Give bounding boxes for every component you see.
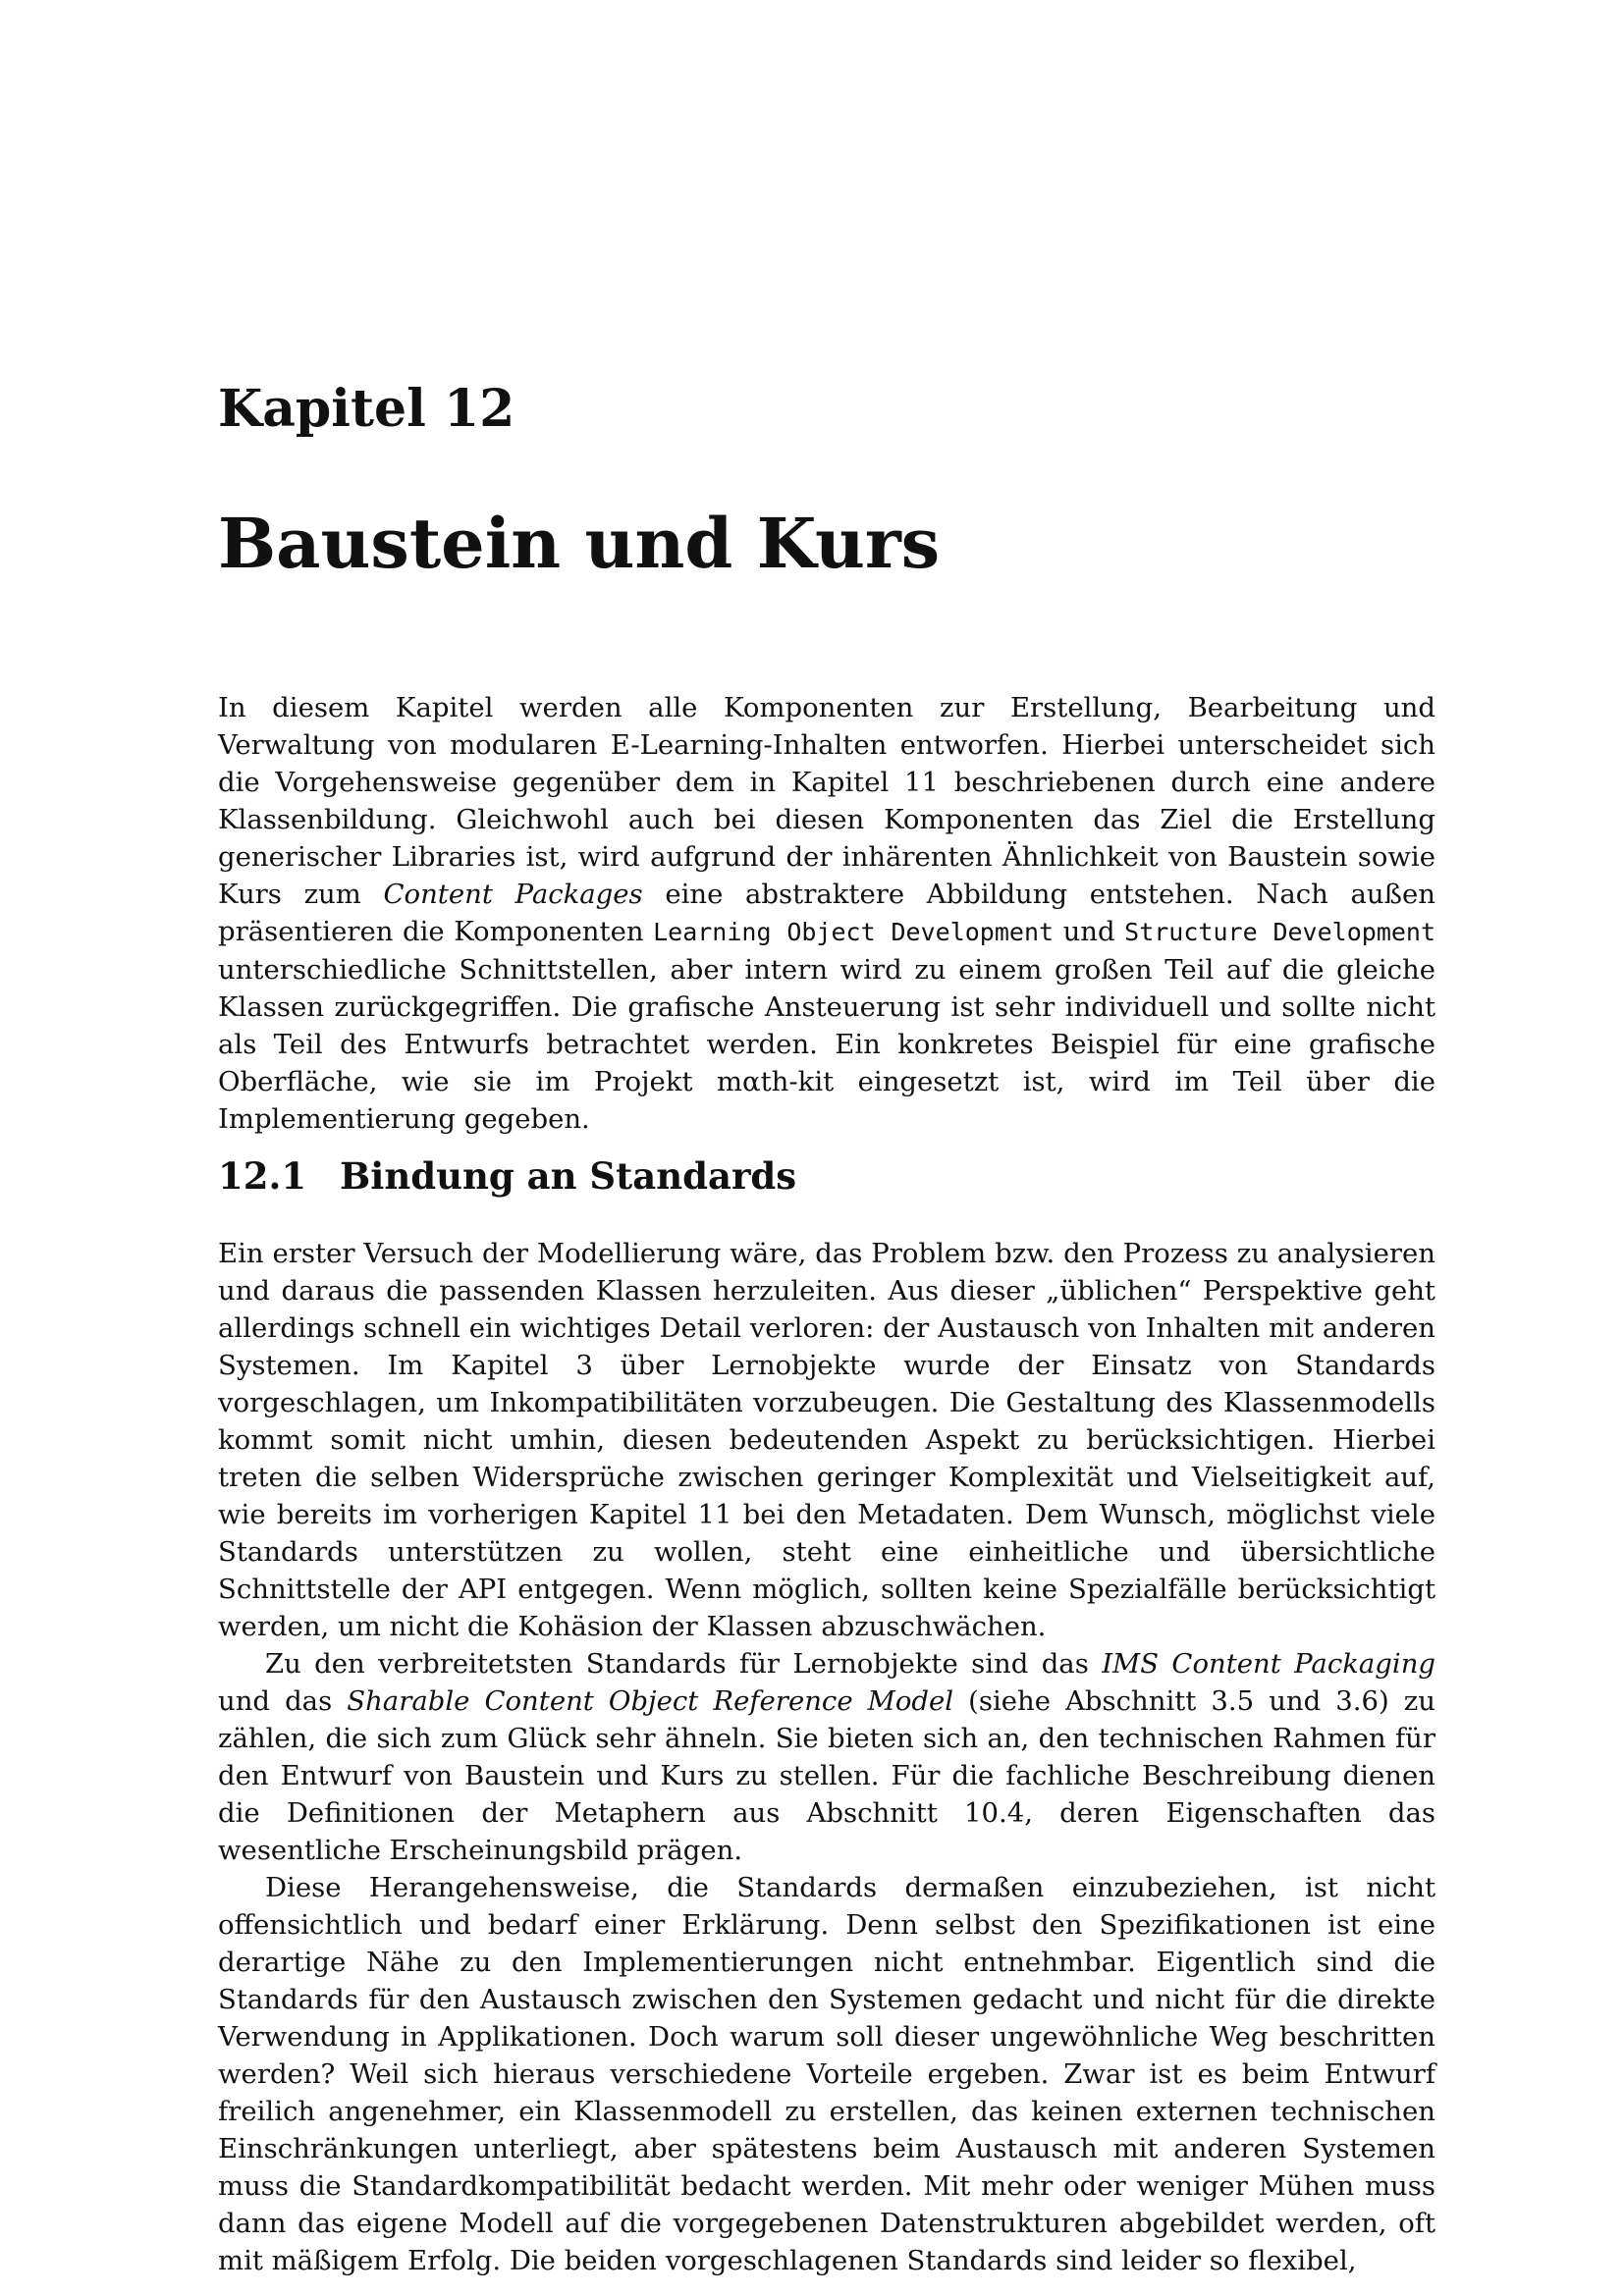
term-ims-content-packaging: IMS Content Packaging — [1102, 1648, 1436, 1680]
section-body — [218, 1235, 1435, 2279]
section-number: 12.1 — [218, 1154, 307, 1198]
chapter-label: Kapitel 12 — [218, 379, 515, 439]
intro-text: eine abstraktere Abbildung entstehen. Nach außen präsentieren die Komponenten — [218, 879, 1435, 947]
term-scorm: Sharable Content Object Reference Model — [347, 1685, 954, 1717]
paragraph-text: (siehe Abschnitt 3.5 und 3.6) zu zählen, die sich zum Glück sehr ähneln. Sie bieten sich an, den technischen Rahmen für den Entwurf von Baustein und Kurs zu stellen. Für die fachliche Beschreibung dienen die Definitionen der Metaphern aus Abschnitt 10.4, deren Eigenschaften das wesentliche Erscheinungsbild prägen. — [218, 1685, 1435, 1866]
intro-text: In diesem Kapitel werden alle Komponenten zur Erstellung, Bearbeitung und Verwaltung von modularen E-Learning-Inhalten entworfen. Hierbei unterscheidet sich die Vorgehensweise gegenüber dem in Kapitel 11 beschriebenen durch eine andere Klassenbildung. Gleichwohl auch bei diesen Komponenten das Ziel die Erstellung generischer Libraries ist, wird aufgrund der inhärenten Ähnlichkeit von Baustein sowie Kurs zum — [218, 692, 1435, 910]
section-paragraph-2 — [218, 1645, 1435, 1869]
code-structure-development: Structure Development — [1124, 918, 1436, 946]
code-learning-object-development: Learning Object Development — [653, 918, 1055, 946]
intro-text: und — [1054, 916, 1125, 947]
term-content-packages: Content Packages — [383, 879, 643, 910]
intro-text: unterschiedliche Schnittstellen, aber intern wird zu einem großen Teil auf die gleiche Klassen zurückgegriffen. Die grafische Ansteuerung ist sehr individuell und sollte nicht als Teil des Entwurfs betrachtet werden. Ein konkretes Beispiel für eine grafische Oberfläche, wie sie im Projekt mαth-kit eingesetzt ist, wird im Teil über die Implementierung gegeben. — [218, 954, 1435, 1135]
paragraph-text: und das — [218, 1685, 348, 1717]
section-paragraph-3: Diese Herangehensweise, die Standards dermaßen einzubeziehen, ist nicht offensichtlich und bedarf einer Erklärung. Denn selbst den Spezifikationen ist eine derartige Nähe zu den Implementierungen nicht entnehmbar. Eigentlich sind die Standards für den Austausch zwischen den Systemen gedacht und nicht für die direkte Verwendung in Applikationen. Doch warum soll dieser ungewöhnliche Weg beschritten werden? Weil sich hieraus verschiedene Vorteile ergeben. Zwar ist es beim Entwurf freilich angenehmer, ein Klassenmodell zu erstellen, das keinen externen technischen Einschränkungen unterliegt, aber spätestens beim Austausch mit anderen Systemen muss die Standardkompatibilität bedacht werden. Mit mehr oder weniger Mühen muss dann das eigene Modell auf die vorgegebenen Datenstrukturen abgebildet werden, oft mit mäßigem Erfolg. Die beiden vorgeschlagenen Standards sind leider so flexibel, — [218, 1872, 1435, 2276]
section-heading — [218, 1156, 1435, 1197]
intro-paragraph — [218, 689, 1435, 1138]
section-paragraph-1: Ein erster Versuch der Modellierung wäre, das Problem bzw. den Prozess zu analysieren und daraus die passenden Klassen herzuleiten. Aus dieser „üblichen“ Perspektive geht allerdings schnell ein wichtiges Detail verloren: der Austausch von Inhalten mit anderen Systemen. Im Kapitel 3 über Lernobjekte wurde der Einsatz von Standards vorgeschlagen, um Inkompatibilitäten vorzubeugen. Die Gestaltung des Klassenmodells kommt somit nicht umhin, diesen bedeutenden Aspekt zu berücksichtigen. Hierbei treten die selben Widersprüche zwischen geringer Komplexität und Vielseitigkeit auf, wie bereits im vorherigen Kapitel 11 bei den Metadaten. Dem Wunsch, möglichst viele Standards unterstützen zu wollen, steht eine einheitliche und übersichtliche Schnittstelle der API entgegen. Wenn möglich, sollten keine Spezialfälle berücksichtigt werden, um nicht die Kohäsion der Klassen abzuschwächen. — [218, 1238, 1435, 1642]
chapter-title: Baustein und Kurs — [218, 503, 941, 584]
paragraph-text: Zu den verbreitetsten Standards für Lernobjekte sind das — [265, 1648, 1103, 1680]
section-title-text: Bindung an Standards — [340, 1154, 797, 1198]
